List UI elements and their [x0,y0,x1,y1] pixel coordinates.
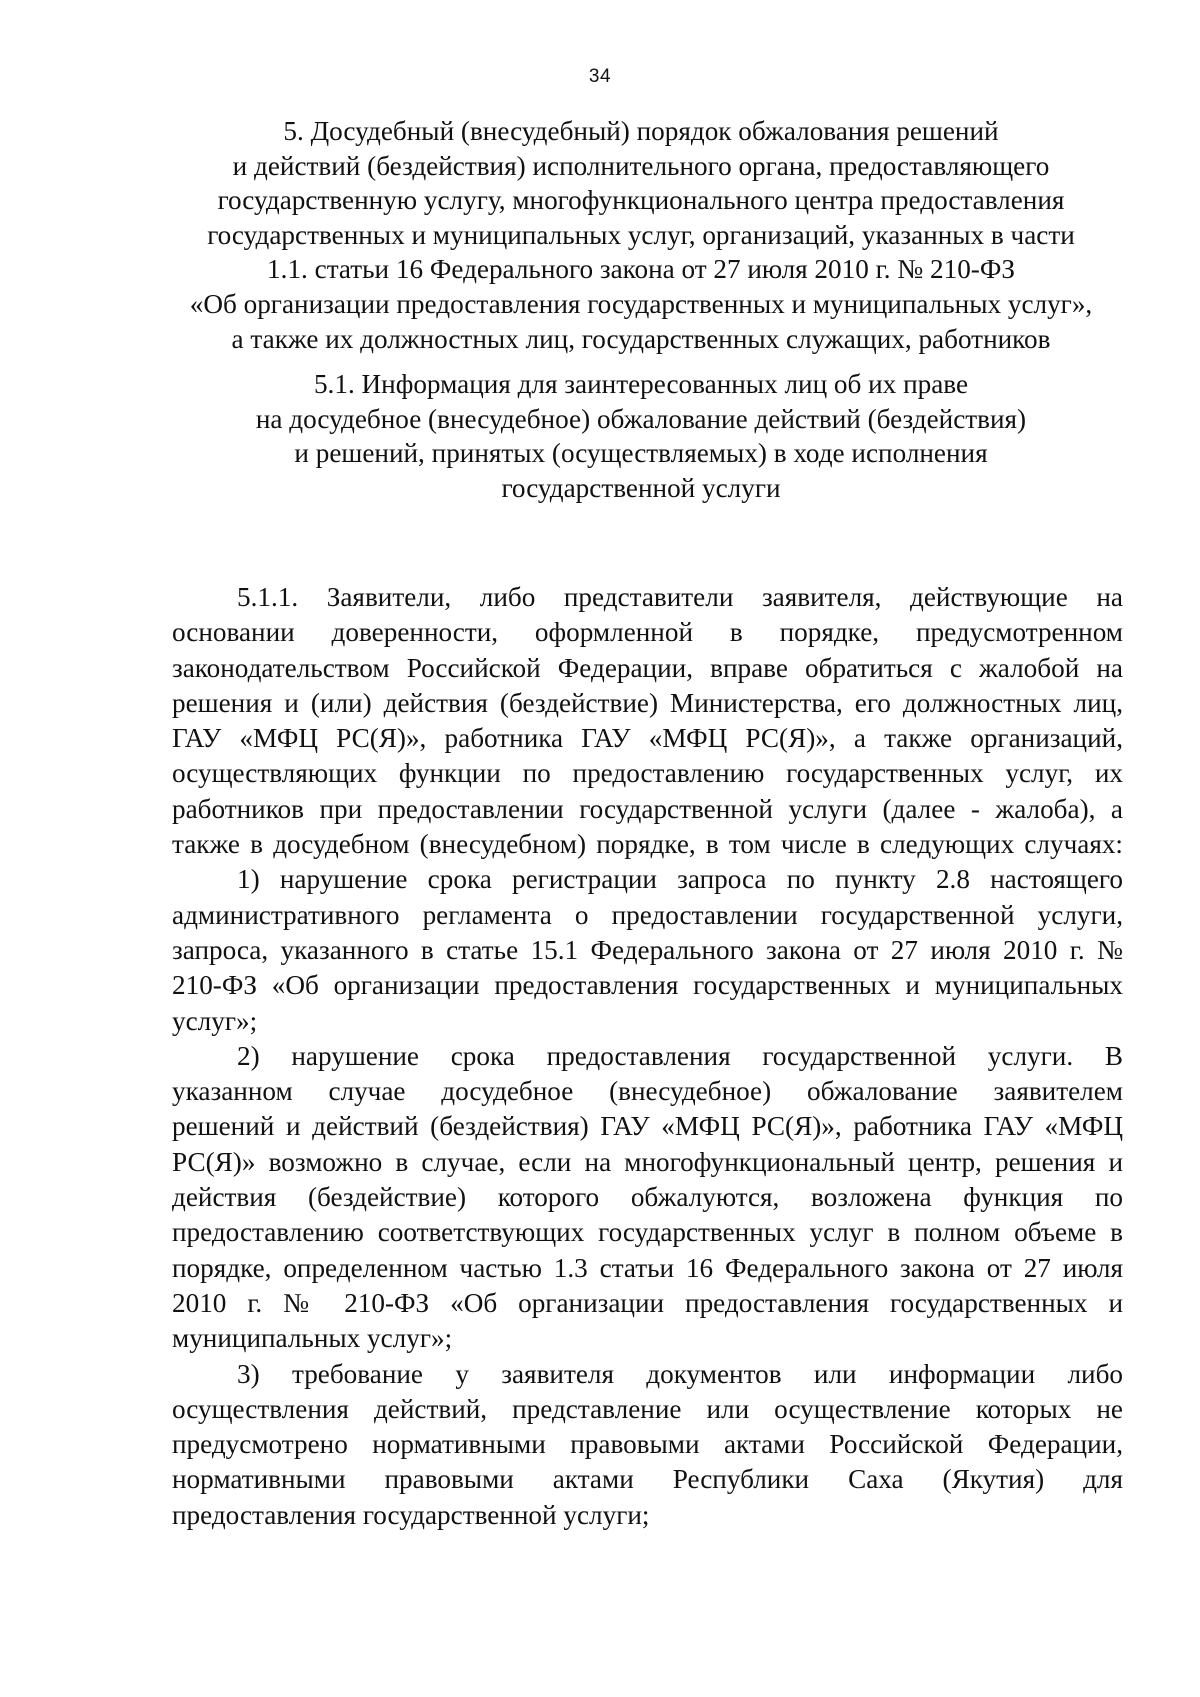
document-body [172,580,1123,1533]
heading-line: 1.1. статьи 16 Федерального закона от 27 июля 2010 г. № 210-ФЗ [267,254,1015,285]
subheading-line: государственной услуги [501,472,781,503]
section-5-heading [160,114,1122,356]
paragraph-5-1-1-line: решения и (или) действия (бездействие) Министерства, его должностных лиц, [172,687,1123,718]
paragraph-5-1-1-line: основании доверенности, оформленной в порядке, предусмотренном [172,617,1123,648]
item-2-line: порядке, определенном частью 1.3 статьи 16 Федерального закона от 27 июля [172,1252,1123,1283]
item-1-line: запроса, указанного в статье 15.1 Федерального закона от 27 июля 2010 г. № [172,934,1123,965]
heading-line: государственных и муниципальных услуг, организаций, указанных в части [207,219,1075,250]
heading-line: государственную услугу, многофункционального центра предоставления [217,185,1065,216]
item-1-line: 1) нарушение срока регистрации запроса по пункту 2.8 настоящего [237,864,1123,895]
item-2-line: РС(Я)» возможно в случае, если на многофункциональный центр, решения и [172,1146,1123,1177]
item-2-line: действия (бездействие) которого обжалуются, возложена функция по [172,1182,1123,1213]
heading-line: и действий (бездействия) исполнительного органа, предоставляющего [232,150,1050,181]
paragraph-5-1-1-line: 5.1.1. Заявители, либо представители заявителя, действующие на [237,582,1123,612]
paragraph-5-1-1-line: работников при предоставлении государственной услуги (далее - жалоба), а [172,793,1123,824]
paragraph-5-1-1-line: ГАУ «МФЦ РС(Я)», работника ГАУ «МФЦ РС(Я)», а также организаций, [172,723,1123,754]
item-2-line: предоставлению соответствующих государственных услуг в полном объеме в [172,1217,1123,1248]
item-2-line: 2) нарушение срока предоставления государственной услуги. В [237,1040,1123,1071]
item-3-line: предусмотрено нормативными правовыми актами Российской Федерации, [172,1429,1123,1460]
subheading-line: и решений, принятых (осуществляемых) в ходе исполнения [294,438,988,469]
item-3-line: предоставления государственной услуги; [172,1499,650,1530]
item-2-line: 2010 г. № 210-ФЗ «Об организации предоставления государственных и [172,1287,1123,1318]
heading-line: 5. Досудебный (внесудебный) порядок обжалования решений [283,116,999,146]
item-3-line: нормативными правовыми актами Республики Саха (Якутия) для [172,1464,1123,1495]
heading-line: а также их должностных лиц, государственных служащих, работников [231,323,1051,354]
item-2-line: муниципальных услуг»; [172,1323,453,1354]
paragraph-5-1-1-line: законодательством Российской Федерации, вправе обратиться с жалобой на [172,652,1123,683]
paragraph-5-1-1-line: осуществляющих функции по предоставлению государственных услуг, их [172,758,1123,789]
item-3-line: осуществления действий, представление или осуществление которых не [172,1393,1123,1424]
page-number: 34 [588,66,612,87]
item-2-line: решений и действий (бездействия) ГАУ «МФЦ РС(Я)», работника ГАУ «МФЦ [172,1111,1123,1142]
item-1-line: услуг»; [172,1005,258,1036]
paragraph-5-1-1-line: также в досудебном (внесудебном) порядке, в том числе в следующих случаях: [172,829,1123,860]
item-2-line: указанном случае досудебное (внесудебное) обжалование заявителем [172,1076,1123,1107]
subheading-line: на досудебное (внесудебное) обжалование действий (бездействия) [255,403,1027,434]
section-5-1-heading [160,367,1122,505]
subheading-line: 5.1. Информация для заинтересованных лиц об их праве [313,369,969,399]
item-1-line: административного регламента о предоставлении государственной услуги, [172,899,1123,930]
item-1-line: 210-ФЗ «Об организации предоставления государственных и муниципальных [172,970,1123,1001]
heading-line: «Об организации предоставления государственных и муниципальных услуг», [189,288,1093,319]
item-3-line: 3) требование у заявителя документов или информации либо [237,1358,1123,1389]
